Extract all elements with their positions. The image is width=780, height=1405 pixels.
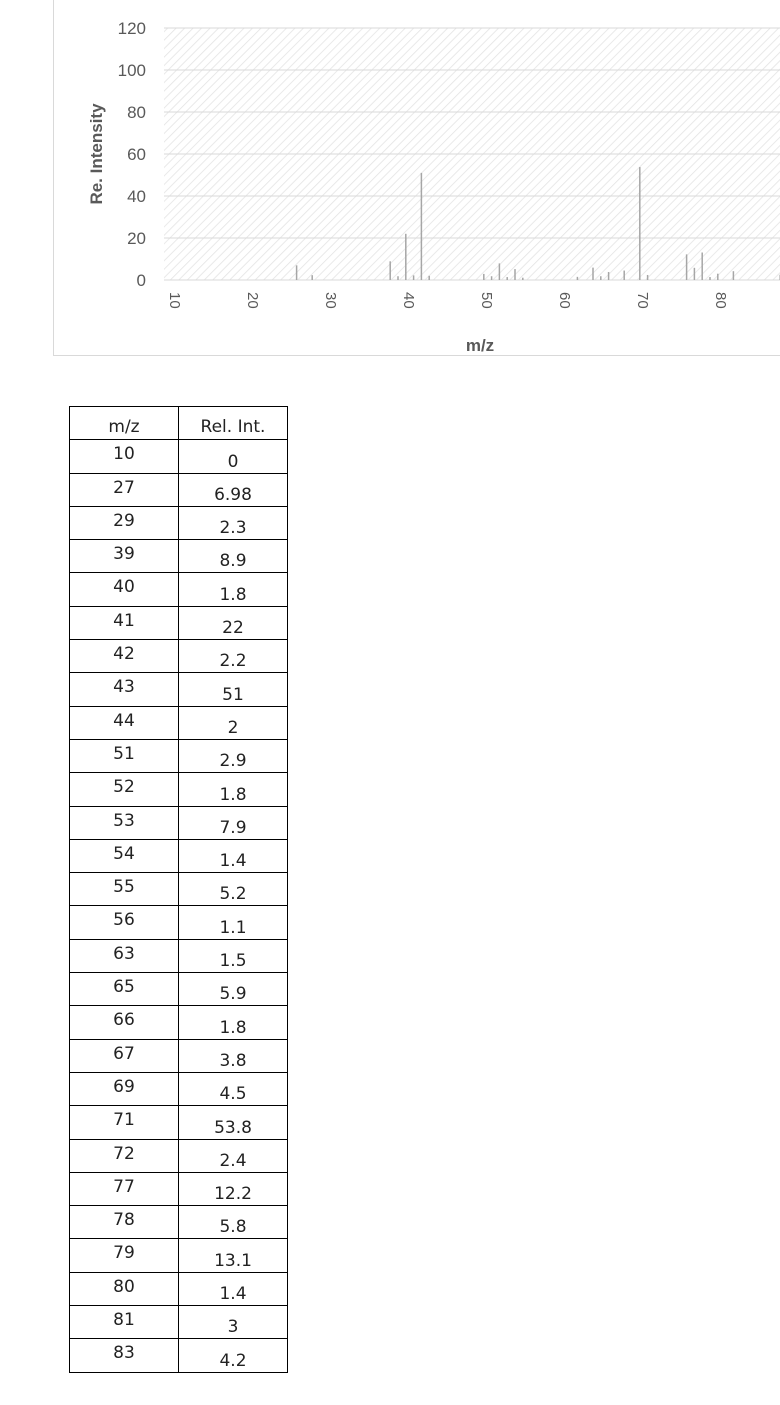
cell-rel-int: 1.4: [179, 1272, 288, 1305]
cell-mz: 51: [70, 739, 179, 772]
cell-rel-int: 0: [179, 440, 288, 473]
table-row: [70, 640, 288, 673]
header-rel-int: Rel. Int.: [179, 407, 288, 440]
table-row: [70, 540, 288, 573]
y-tick-label: 60: [127, 145, 146, 164]
cell-rel-int: 6.98: [179, 473, 288, 506]
cell-rel-int: 1.8: [179, 773, 288, 806]
cell-rel-int: 1.1: [179, 906, 288, 939]
y-tick-label: 0: [136, 271, 146, 290]
cell-mz: 72: [70, 1139, 179, 1172]
cell-rel-int: 5.8: [179, 1206, 288, 1239]
table-row: [70, 440, 288, 473]
cell-mz: 40: [70, 573, 179, 606]
cell-mz: 27: [70, 473, 179, 506]
cell-rel-int: 2.3: [179, 506, 288, 539]
table-row: [70, 773, 288, 806]
cell-rel-int: 5.9: [179, 973, 288, 1006]
y-tick-label: 80: [127, 103, 146, 122]
x-tick-label: 30: [322, 292, 339, 309]
table-row: [70, 1006, 288, 1039]
x-tick-label: 60: [556, 292, 573, 309]
table-row: [70, 1272, 288, 1305]
cell-rel-int: 3.8: [179, 1039, 288, 1072]
table-row: [70, 473, 288, 506]
table-row: [70, 1339, 288, 1372]
cell-rel-int: 51: [179, 673, 288, 706]
x-tick-label: 50: [478, 292, 495, 309]
cell-rel-int: 7.9: [179, 806, 288, 839]
cell-mz: 52: [70, 773, 179, 806]
table-row: [70, 906, 288, 939]
table-row: [70, 1172, 288, 1205]
cell-mz: 81: [70, 1306, 179, 1339]
y-tick-labels: [118, 19, 146, 290]
y-tick-label: 100: [117, 61, 146, 80]
x-tick-labels: [166, 292, 780, 317]
table-row: [70, 706, 288, 739]
table-row: [70, 506, 288, 539]
cell-rel-int: 12.2: [179, 1172, 288, 1205]
cell-rel-int: 4.2: [179, 1339, 288, 1372]
cell-rel-int: 13.1: [179, 1239, 288, 1272]
cell-mz: 78: [70, 1206, 179, 1239]
y-axis-title: Re. Intensity: [87, 103, 106, 205]
cell-mz: 65: [70, 973, 179, 1006]
table-row: [70, 1239, 288, 1272]
table-row: [70, 1072, 288, 1105]
cell-mz: 83: [70, 1339, 179, 1372]
cell-mz: 69: [70, 1072, 179, 1105]
table-row: [70, 1039, 288, 1072]
table-row: [70, 1106, 288, 1139]
table-row: [70, 606, 288, 639]
x-tick-label: 20: [244, 292, 261, 309]
cell-rel-int: 2.4: [179, 1139, 288, 1172]
table-row: [70, 939, 288, 972]
cell-mz: 67: [70, 1039, 179, 1072]
table-row: [70, 973, 288, 1006]
cell-mz: 56: [70, 906, 179, 939]
x-tick-label: 10: [166, 292, 183, 309]
cell-mz: 39: [70, 540, 179, 573]
cell-mz: 54: [70, 839, 179, 872]
cell-rel-int: 8.9: [179, 540, 288, 573]
cell-mz: 66: [70, 1006, 179, 1039]
cell-mz: 43: [70, 673, 179, 706]
cell-mz: 77: [70, 1172, 179, 1205]
table-row: [70, 739, 288, 772]
cell-rel-int: 4.5: [179, 1072, 288, 1105]
cell-mz: 80: [70, 1272, 179, 1305]
cell-rel-int: 5.2: [179, 873, 288, 906]
cell-rel-int: 2.2: [179, 640, 288, 673]
cell-rel-int: 1.8: [179, 1006, 288, 1039]
cell-mz: 29: [70, 506, 179, 539]
cell-mz: 44: [70, 706, 179, 739]
cell-mz: 41: [70, 606, 179, 639]
cell-rel-int: 53.8: [179, 1106, 288, 1139]
table-row: [70, 573, 288, 606]
table-row: [70, 806, 288, 839]
x-tick-label: 80: [712, 292, 729, 309]
cell-rel-int: 2.9: [179, 739, 288, 772]
x-tick-label: 40: [400, 292, 417, 309]
y-tick-label: 20: [127, 229, 146, 248]
table-row: [70, 673, 288, 706]
cell-mz: 79: [70, 1239, 179, 1272]
y-tick-label: 40: [127, 187, 146, 206]
cell-mz: 55: [70, 873, 179, 906]
cell-rel-int: 2: [179, 706, 288, 739]
table-row: [70, 873, 288, 906]
table-header-row: [70, 407, 288, 440]
mass-spectrum-chart: [0, 0, 780, 380]
table-row: [70, 1206, 288, 1239]
cell-mz: 71: [70, 1106, 179, 1139]
cell-rel-int: 3: [179, 1306, 288, 1339]
cell-rel-int: 1.8: [179, 573, 288, 606]
cell-mz: 63: [70, 939, 179, 972]
x-tick-label: 70: [634, 292, 651, 309]
table-row: [70, 1139, 288, 1172]
cell-rel-int: 1.5: [179, 939, 288, 972]
cell-mz: 53: [70, 806, 179, 839]
cell-rel-int: 22: [179, 606, 288, 639]
cell-rel-int: 1.4: [179, 839, 288, 872]
data-table: [69, 406, 288, 1373]
y-tick-label: 120: [117, 19, 146, 38]
table-row: [70, 839, 288, 872]
header-mz: m/z: [70, 407, 179, 440]
x-axis-title: m/z: [465, 336, 495, 355]
table-row: [70, 1306, 288, 1339]
cell-mz: 10: [70, 440, 179, 473]
cell-mz: 42: [70, 640, 179, 673]
